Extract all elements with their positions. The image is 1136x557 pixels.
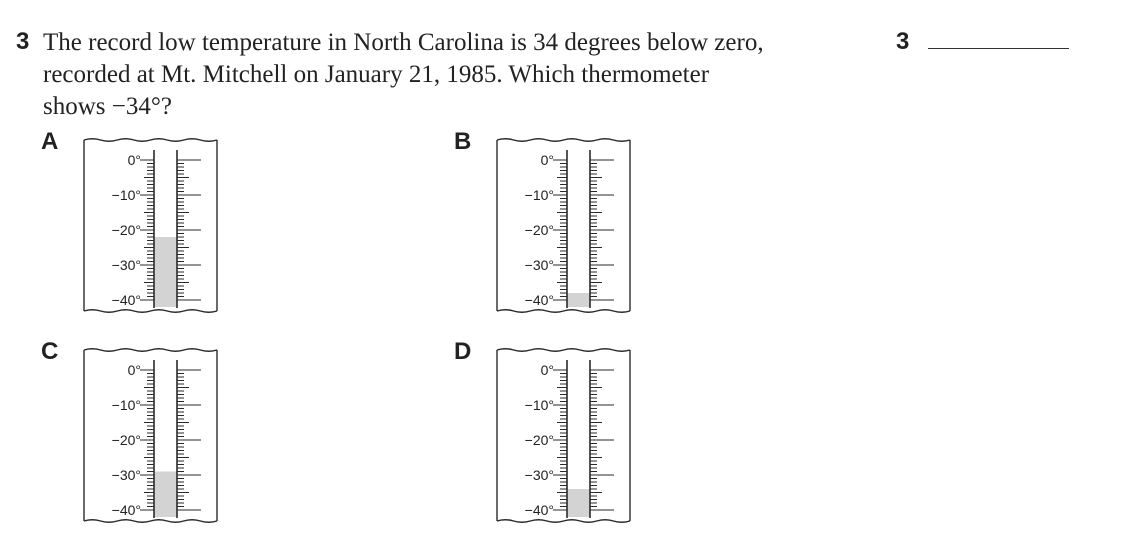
scale-label: 0°: [127, 152, 141, 168]
choice-d[interactable]: [454, 338, 704, 538]
card-top-edge: [497, 139, 630, 142]
thermometer: [454, 338, 704, 538]
scale-label: −40°: [111, 292, 141, 308]
thermometer: [41, 338, 291, 538]
choice-b[interactable]: [454, 128, 704, 328]
question-number: 3: [16, 28, 30, 55]
scale-label: −10°: [524, 187, 554, 203]
choice-c[interactable]: [41, 338, 291, 538]
scale-label: −40°: [524, 502, 554, 518]
question-text: [43, 27, 863, 123]
scale-label: −30°: [524, 467, 554, 483]
card-bottom-edge: [497, 310, 630, 313]
scale-label: −30°: [111, 467, 141, 483]
scale-label: 0°: [540, 362, 554, 378]
mercury-fill: [154, 237, 177, 307]
scale-label: −10°: [524, 397, 554, 413]
thermometer: [41, 128, 291, 328]
answer-number: 3: [896, 28, 910, 55]
answer-blank[interactable]: [928, 48, 1069, 49]
card-top-edge: [84, 349, 217, 352]
scale-label: −20°: [111, 222, 141, 238]
card-bottom-edge: [497, 520, 630, 523]
scale-label: −30°: [524, 257, 554, 273]
scale-label: −40°: [111, 502, 141, 518]
mercury-fill: [567, 489, 590, 517]
scale-label: −20°: [524, 432, 554, 448]
card-top-edge: [84, 139, 217, 142]
scale-label: 0°: [127, 362, 141, 378]
choice-a[interactable]: [41, 128, 291, 328]
choice-letter: D: [454, 338, 472, 365]
question-line-2: recorded at Mt. Mitchell on January 21, 1985. Which thermometer: [43, 61, 710, 88]
scale-label: −10°: [111, 187, 141, 203]
mercury-fill: [154, 472, 177, 518]
scale-label: 0°: [540, 152, 554, 168]
choice-letter: A: [41, 128, 59, 155]
scale-label: −10°: [111, 397, 141, 413]
scale-label: −20°: [524, 222, 554, 238]
card-bottom-edge: [84, 520, 217, 523]
card-bottom-edge: [84, 310, 217, 313]
question-line-1: The record low temperature in North Carolina is 34 degrees below zero,: [43, 29, 764, 56]
card-top-edge: [497, 349, 630, 352]
scale-label: −30°: [111, 257, 141, 273]
choice-letter: B: [454, 128, 472, 155]
choice-letter: C: [41, 338, 59, 365]
scale-label: −20°: [111, 432, 141, 448]
mercury-fill: [567, 293, 590, 307]
question-line-3: shows −34°?: [43, 93, 172, 120]
scale-label: −40°: [524, 292, 554, 308]
thermometer: [454, 128, 704, 328]
